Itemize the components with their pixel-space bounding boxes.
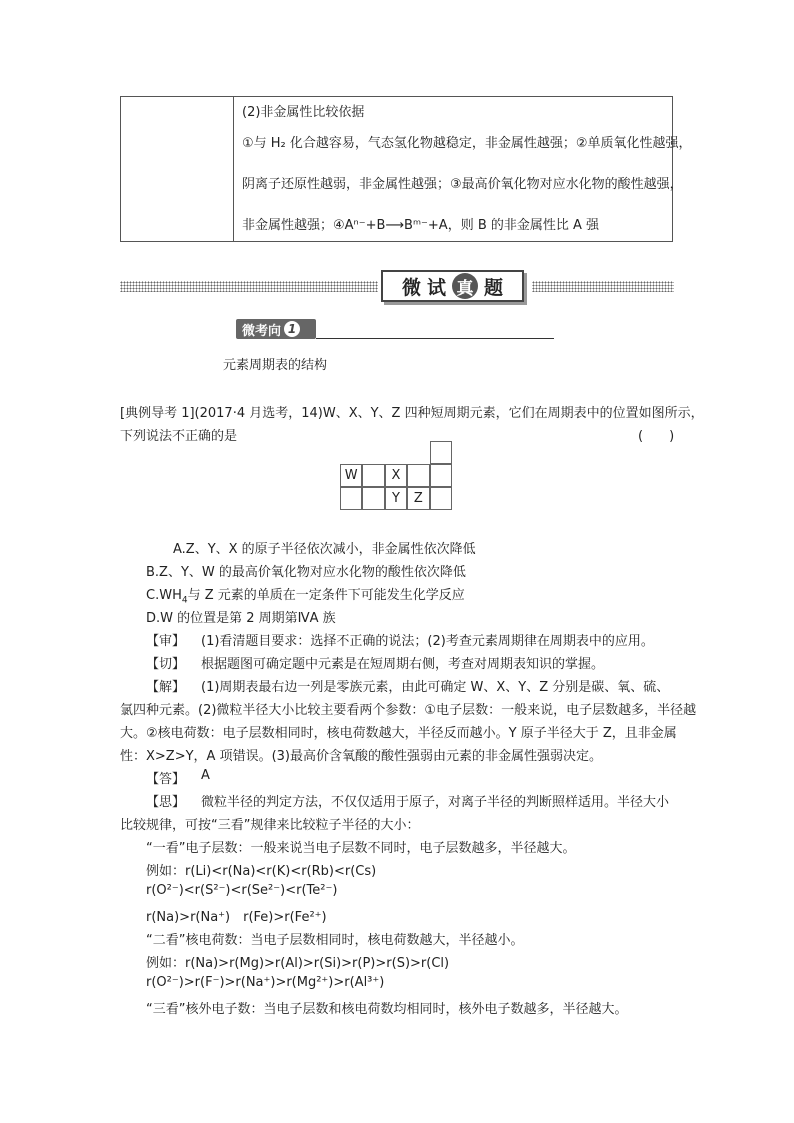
option-b: B.Z、Y、W 的最高价氧化物对应水化物的酸性依次降低 [146, 565, 466, 580]
direction-label: 微考向 [242, 323, 282, 339]
banner-char-1: 微 [401, 276, 421, 299]
direction-number: 1 [284, 321, 300, 337]
grid-cell-y: Y [385, 487, 407, 510]
grid-cell [407, 464, 429, 487]
tag-shen: 【审】 [146, 634, 186, 649]
rule-look-3: “三看”核外电子数：当电子层数和核电荷数均相同时，核外电子数越多，半径越大。 [146, 1002, 628, 1017]
grid-cell-z: Z [407, 487, 429, 510]
rule-look-1: “一看”电子层数：一般来说当电子层数不同时，电子层数越多，半径越大。 [146, 841, 576, 856]
banner-dots-left [120, 281, 378, 292]
table-line-2: ①与 H₂ 化合越容易，气态氢化物越稳定，非金属性越强；②单质氧化性越强， [242, 136, 692, 151]
grid-cell [430, 487, 452, 510]
grid-cell [430, 464, 452, 487]
section-banner [381, 270, 524, 302]
analysis-answer: A [201, 768, 210, 783]
tag-jie: 【解】 [146, 680, 186, 695]
tag-da: 【答】 [146, 772, 186, 787]
banner-char-3: 真 [452, 273, 478, 299]
direction-title: 元素周期表的结构 [223, 358, 328, 373]
option-c-post: 与 Z 元素的单质在一定条件下可能发生化学反应 [187, 588, 465, 603]
tag-qie: 【切】 [146, 657, 186, 672]
table-line-3: 阴离子还原性越弱，非金属性越强；③最高价氧化物对应水化物的酸性越强， [242, 177, 683, 192]
table-line-4: 非金属性越强；④Aⁿ⁻+B⟶Bᵐ⁻+A，则 B 的非金属性比 A 强 [242, 218, 600, 233]
analysis-jie-1: (1)周期表最右边一列是零族元素，由此可确定 W、X、Y、Z 分别是碳、氧、硫、 [201, 680, 670, 695]
question-line-1: [典例导考 1](2017·4 月选考，14)W、X、Y、Z 四种短周期元素，它们在周期表中的位置如图所示， [120, 406, 704, 421]
question-line-2: 下列说法不正确的是 [120, 429, 238, 444]
grid-cell [362, 464, 384, 487]
banner-char-2: 试 [426, 276, 446, 299]
rule-example-5: r(O²⁻)>r(F⁻)>r(Na⁺)>r(Mg²⁺)>r(Al³⁺) [146, 975, 385, 990]
periodic-table-fragment [340, 441, 452, 510]
rule-example-2: r(O²⁻)<r(S²⁻)<r(Se²⁻)<r(Te²⁻) [146, 883, 338, 898]
table-line-1: (2)非金属性比较依据 [242, 105, 365, 120]
analysis-si-2: 比较规律，可按“三看”规律来比较粒子半径的大小： [120, 818, 420, 833]
grid-cell-w: W [340, 464, 362, 487]
option-c-pre: C.WH [146, 588, 182, 603]
rule-example-1: 例如：r(Li)<r(Na)<r(K)<r(Rb)<r(Cs) [146, 864, 377, 879]
grid-cell [430, 441, 452, 464]
summary-table [120, 96, 692, 242]
grid-cell-x: X [385, 464, 407, 487]
direction-tag [236, 319, 316, 339]
analysis-qie: 根据题图可确定题中元素是在短周期右侧，考查对周期表知识的掌握。 [201, 657, 605, 672]
tag-si: 【思】 [146, 795, 186, 810]
analysis-jie-3: 大。②核电荷数：电子层数相同时，核电荷数越大，半径反而越小。Y 原子半径大于 Z，且非金属 [120, 726, 677, 741]
analysis-jie-4: 性：X>Z>Y，A 项错误。(3)最高价含氧酸的酸性强弱由元素的非金属性强弱决定。 [120, 749, 602, 764]
analysis-jie-2: 氯四种元素。(2)微粒半径大小比较主要看两个参数：①电子层数：一般来说，电子层数越多，半径越 [120, 703, 697, 718]
rule-example-3: r(Na)>r(Na⁺) r(Fe)>r(Fe²⁺) [146, 910, 327, 925]
banner-dots-right [532, 281, 674, 292]
option-a: A.Z、Y、X 的原子半径依次减小，非金属性依次降低 [173, 542, 476, 557]
direction-underline [316, 338, 554, 339]
option-c-sub: 4 [181, 595, 188, 606]
banner-char-4: 题 [484, 276, 504, 299]
option-c [146, 584, 465, 606]
grid-cell [362, 487, 384, 510]
table-divider [233, 97, 234, 241]
rule-look-2: “二看”核电荷数：当电子层数相同时，核电荷数越大，半径越小。 [146, 933, 524, 948]
answer-blank: ( ) [638, 429, 675, 444]
analysis-si-1: 微粒半径的判定方法，不仅仅适用于原子，对离子半径的判断照样适用。半径大小 [201, 795, 670, 810]
grid-cell [340, 487, 362, 510]
option-d: D.W 的位置是第 2 周期第ⅣA 族 [146, 611, 336, 626]
analysis-shen: (1)看清题目要求：选择不正确的说法；(2)考查元素周期律在周期表中的应用。 [201, 634, 654, 649]
rule-example-4: 例如：r(Na)>r(Mg)>r(Al)>r(Si)>r(P)>r(S)>r(Cl) [146, 956, 450, 971]
